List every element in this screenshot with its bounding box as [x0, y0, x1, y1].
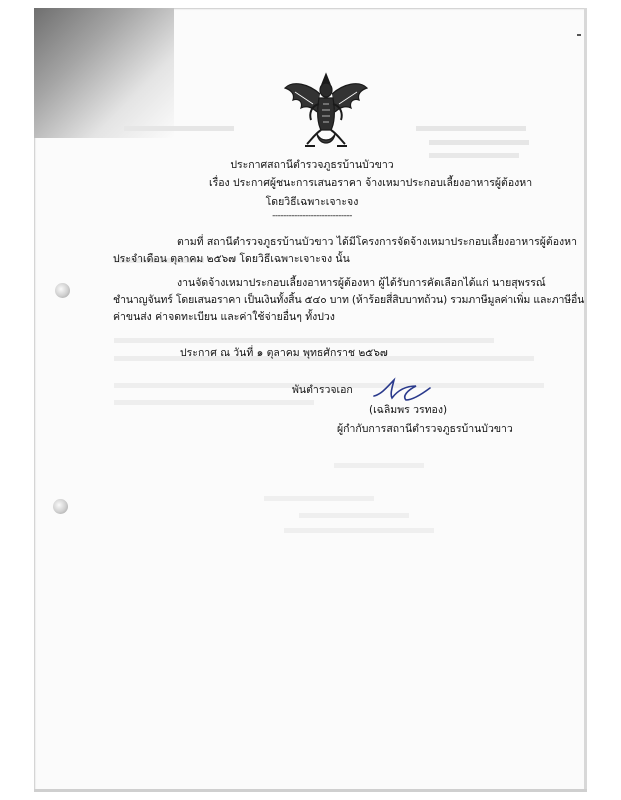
- subject-line-2: โดยวิธีเฉพาะเจาะจง: [265, 196, 359, 208]
- paragraph-1-line-2: ประจำเดือน ตุลาคม ๒๕๖๗ โดยวิธีเฉพาะเจาะจง นั้น: [113, 253, 350, 265]
- garuda-emblem-icon: [281, 70, 371, 154]
- separator-line: -----------------------------: [272, 211, 352, 221]
- signer-position: ผู้กำกับการสถานีตำรวจภูธรบ้านบัวขาว: [337, 423, 513, 435]
- page-bottom-edge: [34, 789, 587, 792]
- announcement-date: ประกาศ ณ วันที่ ๑ ตุลาคม พุทธศักราช ๒๕๖๗: [180, 347, 388, 359]
- signature-icon: [372, 376, 432, 404]
- paragraph-2-line-1: งานจัดจ้างเหมาประกอบเลี้ยงอาหารผู้ต้องหา ผู้ได้รับการคัดเลือกได้แก่ นายสุพรรณ์: [177, 277, 546, 289]
- page-right-edge: [584, 8, 587, 792]
- scan-shadow-corner: [34, 8, 174, 138]
- signer-rank: พันตำรวจเอก: [292, 384, 353, 396]
- document-title: ประกาศสถานีตำรวจภูธรบ้านบัวขาว: [230, 159, 394, 171]
- paragraph-2-line-2: ชำนาญจันทร์ โดยเสนอราคา เป็นเงินทั้งสิ้น ๕๔๐ บาท (ห้าร้อยสี่สิบบาทถ้วน) รวมภาษีมูลค่าเพิ่ม และภาษีอื่น: [113, 294, 585, 306]
- scan-frame-top: [0, 0, 621, 8]
- paragraph-1-line-1: ตามที่ สถานีตำรวจภูธรบ้านบัวขาว ได้มีโครงการจัดจ้างเหมาประกอบเลี้ยงอาหารผู้ต้องหา: [177, 236, 577, 248]
- scan-frame-left: [0, 0, 34, 800]
- signer-name: (เฉลิมพร วรทอง): [369, 404, 448, 416]
- paragraph-2-line-3: ค่าขนส่ง ค่าจดทะเบียน และค่าใช้จ่ายอื่นๆ ทั้งปวง: [113, 311, 335, 323]
- punch-hole-icon: [55, 283, 70, 298]
- document-page: [34, 8, 587, 792]
- scan-speck: [577, 34, 581, 36]
- subject-line: เรื่อง ประกาศผู้ชนะการเสนอราคา จ้างเหมาประกอบเลี้ยงอาหารผู้ต้องหา: [209, 177, 533, 189]
- punch-hole-icon: [53, 499, 68, 514]
